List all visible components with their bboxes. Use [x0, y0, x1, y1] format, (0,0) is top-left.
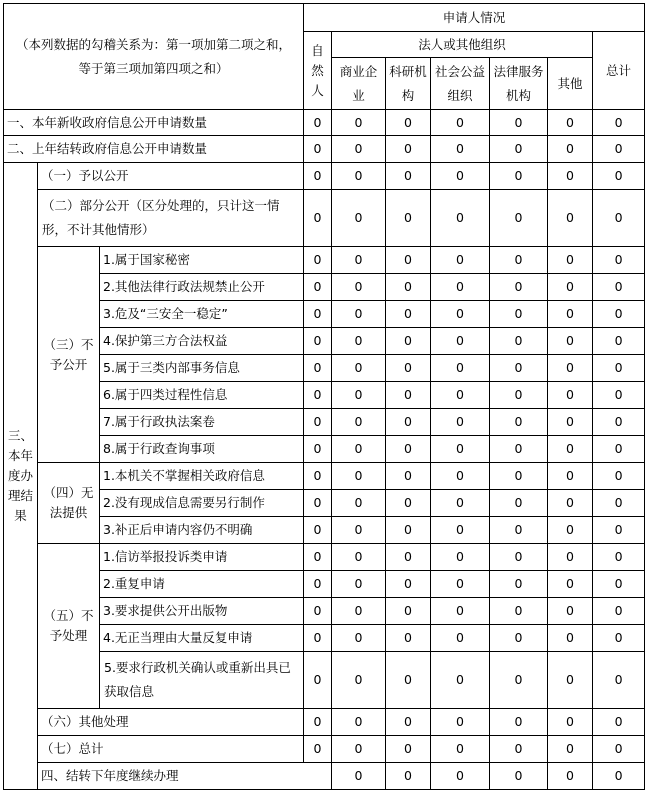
value-cell: 0	[304, 163, 332, 190]
value-cell: 0	[548, 709, 593, 736]
row-label: 2.重复申请	[100, 571, 304, 598]
value-cell: 0	[304, 190, 332, 247]
value-cell: 0	[431, 136, 490, 163]
value-cell: 0	[332, 110, 386, 136]
value-cell: 0	[332, 409, 386, 436]
value-cell: 0	[386, 436, 431, 463]
value-cell: 0	[304, 652, 332, 709]
value-cell: 0	[431, 355, 490, 382]
row-label: 3.补正后申请内容仍不明确	[100, 517, 304, 544]
value-cell: 0	[386, 625, 431, 652]
value-cell: 0	[431, 436, 490, 463]
value-cell: 0	[431, 736, 490, 763]
value-cell: 0	[593, 163, 645, 190]
value-cell: 0	[386, 490, 431, 517]
value-cell: 0	[490, 652, 548, 709]
value-cell: 0	[332, 163, 386, 190]
value-cell: 0	[304, 110, 332, 136]
value-cell: 0	[304, 328, 332, 355]
value-cell: 0	[490, 355, 548, 382]
value-cell: 0	[332, 544, 386, 571]
value-cell: 0	[490, 463, 548, 490]
value-cell: 0	[490, 190, 548, 247]
value-cell: 0	[431, 463, 490, 490]
value-cell: 0	[593, 517, 645, 544]
legal-group-header: 法人或其他组织	[332, 32, 593, 58]
value-cell: 0	[304, 409, 332, 436]
value-cell: 0	[304, 436, 332, 463]
section-3-label: 三、本年度办理结果	[4, 163, 38, 790]
value-cell: 0	[431, 301, 490, 328]
row-label: 5.属于三类内部事务信息	[100, 355, 304, 382]
value-cell: 0	[304, 598, 332, 625]
value-cell: 0	[332, 598, 386, 625]
value-cell: 0	[431, 763, 490, 790]
value-cell: 0	[593, 436, 645, 463]
value-cell: 0	[304, 571, 332, 598]
value-cell: 0	[548, 571, 593, 598]
value-cell: 0	[548, 544, 593, 571]
value-cell: 0	[431, 247, 490, 274]
value-cell: 0	[490, 110, 548, 136]
value-cell: 0	[304, 625, 332, 652]
value-cell: 0	[548, 625, 593, 652]
value-cell: 0	[548, 463, 593, 490]
row-label: 7.属于行政执法案卷	[100, 409, 304, 436]
value-cell: 0	[332, 571, 386, 598]
value-cell: 0	[431, 490, 490, 517]
value-cell: 0	[332, 652, 386, 709]
value-cell: 0	[431, 652, 490, 709]
value-cell: 0	[431, 274, 490, 301]
value-cell: 0	[431, 409, 490, 436]
value-cell: 0	[593, 598, 645, 625]
row-label: 4.保护第三方合法权益	[100, 328, 304, 355]
value-cell: 0	[304, 355, 332, 382]
value-cell: 0	[593, 247, 645, 274]
group-label: （四）无法提供	[38, 463, 100, 544]
value-cell: 0	[548, 736, 593, 763]
research-header: 科研机构	[386, 58, 431, 110]
value-cell: 0	[490, 763, 548, 790]
value-cell: 0	[332, 274, 386, 301]
row-label: 一、本年新收政府信息公开申请数量	[4, 110, 304, 136]
value-cell: 0	[304, 544, 332, 571]
value-cell: 0	[386, 652, 431, 709]
value-cell: 0	[386, 110, 431, 136]
value-cell: 0	[490, 382, 548, 409]
row-label: 1.信访举报投诉类申请	[100, 544, 304, 571]
value-cell: 0	[593, 382, 645, 409]
value-cell: 0	[593, 355, 645, 382]
value-cell: 0	[431, 709, 490, 736]
row-label: （二）部分公开（区分处理的，只计这一情形，不计其他情形）	[38, 190, 304, 247]
value-cell: 0	[548, 517, 593, 544]
value-cell: 0	[593, 190, 645, 247]
row-label: 2.其他法律行政法规禁止公开	[100, 274, 304, 301]
value-cell: 0	[548, 763, 593, 790]
value-cell: 0	[548, 247, 593, 274]
total-header: 总计	[593, 32, 645, 110]
row-label: 2.没有现成信息需要另行制作	[100, 490, 304, 517]
value-cell: 0	[332, 625, 386, 652]
value-cell: 0	[548, 301, 593, 328]
row-label: 6.属于四类过程性信息	[100, 382, 304, 409]
value-cell: 0	[332, 463, 386, 490]
value-cell: 0	[593, 274, 645, 301]
value-cell: 0	[548, 652, 593, 709]
value-cell: 0	[386, 517, 431, 544]
value-cell: 0	[386, 301, 431, 328]
value-cell: 0	[490, 328, 548, 355]
value-cell: 0	[548, 163, 593, 190]
value-cell: 0	[431, 598, 490, 625]
value-cell: 0	[386, 763, 431, 790]
natural-person-header: 自然人	[304, 32, 332, 110]
value-cell: 0	[332, 709, 386, 736]
value-cell: 0	[490, 517, 548, 544]
value-cell: 0	[386, 190, 431, 247]
row-label: 四、结转下年度继续办理	[38, 763, 332, 790]
value-cell: 0	[386, 463, 431, 490]
value-cell: 0	[332, 490, 386, 517]
value-cell: 0	[304, 274, 332, 301]
value-cell: 0	[593, 301, 645, 328]
value-cell: 0	[593, 571, 645, 598]
row-label: 8.属于行政查询事项	[100, 436, 304, 463]
value-cell: 0	[304, 517, 332, 544]
value-cell: 0	[304, 490, 332, 517]
value-cell: 0	[593, 409, 645, 436]
value-cell: 0	[332, 382, 386, 409]
value-cell: 0	[431, 571, 490, 598]
value-cell: 0	[332, 436, 386, 463]
legal-service-header: 法律服务机构	[490, 58, 548, 110]
value-cell: 0	[304, 736, 332, 763]
value-cell: 0	[332, 736, 386, 763]
group-label: （三）不予公开	[38, 247, 100, 463]
value-cell: 0	[593, 709, 645, 736]
value-cell: 0	[593, 625, 645, 652]
value-cell: 0	[548, 598, 593, 625]
row-label: 5.要求行政机关确认或重新出具已获取信息	[100, 652, 304, 709]
value-cell: 0	[490, 136, 548, 163]
value-cell: 0	[548, 490, 593, 517]
value-cell: 0	[490, 625, 548, 652]
value-cell: 0	[431, 190, 490, 247]
value-cell: 0	[548, 409, 593, 436]
value-cell: 0	[386, 355, 431, 382]
value-cell: 0	[304, 301, 332, 328]
value-cell: 0	[386, 571, 431, 598]
value-cell: 0	[490, 163, 548, 190]
value-cell: 0	[332, 136, 386, 163]
value-cell: 0	[304, 709, 332, 736]
value-cell: 0	[304, 247, 332, 274]
value-cell: 0	[431, 382, 490, 409]
value-cell: 0	[490, 409, 548, 436]
group-label: （五）不予处理	[38, 544, 100, 709]
value-cell: 0	[431, 625, 490, 652]
value-cell: 0	[332, 355, 386, 382]
value-cell: 0	[548, 190, 593, 247]
value-cell: 0	[490, 598, 548, 625]
value-cell: 0	[332, 301, 386, 328]
value-cell: 0	[548, 355, 593, 382]
value-cell: 0	[332, 328, 386, 355]
value-cell: 0	[431, 328, 490, 355]
value-cell: 0	[548, 136, 593, 163]
value-cell: 0	[593, 136, 645, 163]
value-cell: 0	[490, 736, 548, 763]
row-label: 二、上年结转政府信息公开申请数量	[4, 136, 304, 163]
value-cell: 0	[490, 709, 548, 736]
value-cell: 0	[593, 652, 645, 709]
value-cell: 0	[593, 763, 645, 790]
social-header: 社会公益组织	[431, 58, 490, 110]
value-cell: 0	[386, 736, 431, 763]
value-cell: 0	[386, 136, 431, 163]
value-cell: 0	[490, 274, 548, 301]
value-cell: 0	[332, 247, 386, 274]
other-header: 其他	[548, 58, 593, 110]
value-cell: 0	[490, 544, 548, 571]
value-cell: 0	[304, 382, 332, 409]
value-cell: 0	[593, 544, 645, 571]
value-cell: 0	[593, 736, 645, 763]
value-cell: 0	[386, 709, 431, 736]
value-cell: 0	[431, 110, 490, 136]
row-label: 3.危及“三安全一稳定”	[100, 301, 304, 328]
value-cell: 0	[490, 436, 548, 463]
row-label: 1.属于国家秘密	[100, 247, 304, 274]
value-cell: 0	[332, 763, 386, 790]
value-cell: 0	[593, 463, 645, 490]
value-cell: 0	[548, 436, 593, 463]
value-cell: 0	[548, 274, 593, 301]
value-cell: 0	[386, 328, 431, 355]
value-cell: 0	[593, 490, 645, 517]
value-cell: 0	[431, 163, 490, 190]
value-cell: 0	[431, 517, 490, 544]
row-label: 1.本机关不掌握相关政府信息	[100, 463, 304, 490]
gov-info-disclosure-table	[3, 3, 645, 790]
value-cell: 0	[548, 382, 593, 409]
value-cell: 0	[593, 328, 645, 355]
value-cell: 0	[490, 571, 548, 598]
commercial-header: 商业企业	[332, 58, 386, 110]
value-cell: 0	[431, 544, 490, 571]
value-cell: 0	[304, 136, 332, 163]
row-label: （六）其他处理	[38, 709, 304, 736]
row-label: 3.要求提供公开出版物	[100, 598, 304, 625]
value-cell: 0	[593, 110, 645, 136]
value-cell: 0	[332, 190, 386, 247]
row-label: 4.无正当理由大量反复申请	[100, 625, 304, 652]
row-label: （一）予以公开	[38, 163, 304, 190]
relation-note: （本列数据的勾稽关系为：第一项加第二项之和，等于第三项加第四项之和）	[4, 4, 304, 110]
applicant-header: 申请人情况	[304, 4, 645, 32]
value-cell: 0	[332, 517, 386, 544]
value-cell: 0	[386, 544, 431, 571]
value-cell: 0	[490, 301, 548, 328]
value-cell: 0	[304, 463, 332, 490]
value-cell: 0	[386, 409, 431, 436]
value-cell: 0	[548, 110, 593, 136]
row-label: （七）总计	[38, 736, 304, 763]
value-cell: 0	[386, 274, 431, 301]
value-cell: 0	[386, 163, 431, 190]
value-cell: 0	[548, 328, 593, 355]
value-cell: 0	[386, 382, 431, 409]
value-cell: 0	[386, 247, 431, 274]
value-cell: 0	[386, 598, 431, 625]
value-cell: 0	[490, 490, 548, 517]
value-cell: 0	[490, 247, 548, 274]
